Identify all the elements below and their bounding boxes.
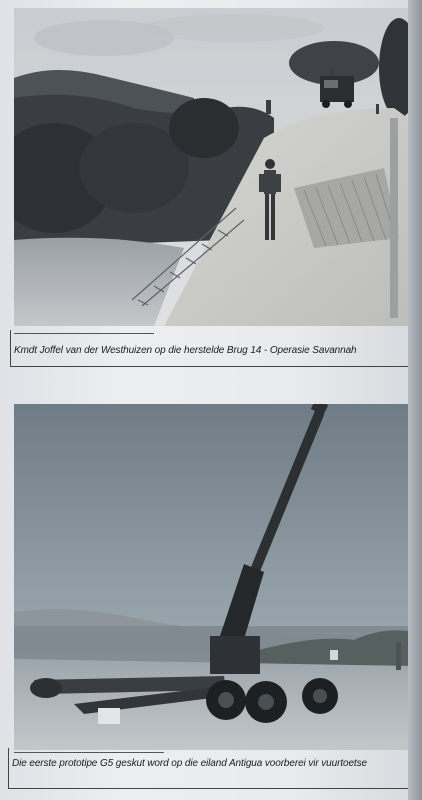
caption-rule-2 [14,752,164,753]
g5-gun-photo-illustration [14,404,414,750]
caption-frame-left-2 [8,748,9,788]
photo-bridge [14,8,408,326]
caption-rule-1 [14,333,154,334]
caption-frame-left-1 [10,330,11,366]
caption-frame-bottom-2 [8,788,418,789]
caption-photo-1: Kmdt Joffel van der Westhuizen op die herstelde Brug 14 - Operasie Savannah [14,345,357,356]
caption-photo-2: Die eerste prototipe G5 geskut word op die eiland Antigua voorberei vir vuurtoetse [12,758,367,769]
bridge-photo-illustration [14,8,408,326]
book-spine-shadow [408,0,422,800]
photo-g5-gun [14,404,414,750]
caption-frame-bottom-1 [10,366,410,367]
